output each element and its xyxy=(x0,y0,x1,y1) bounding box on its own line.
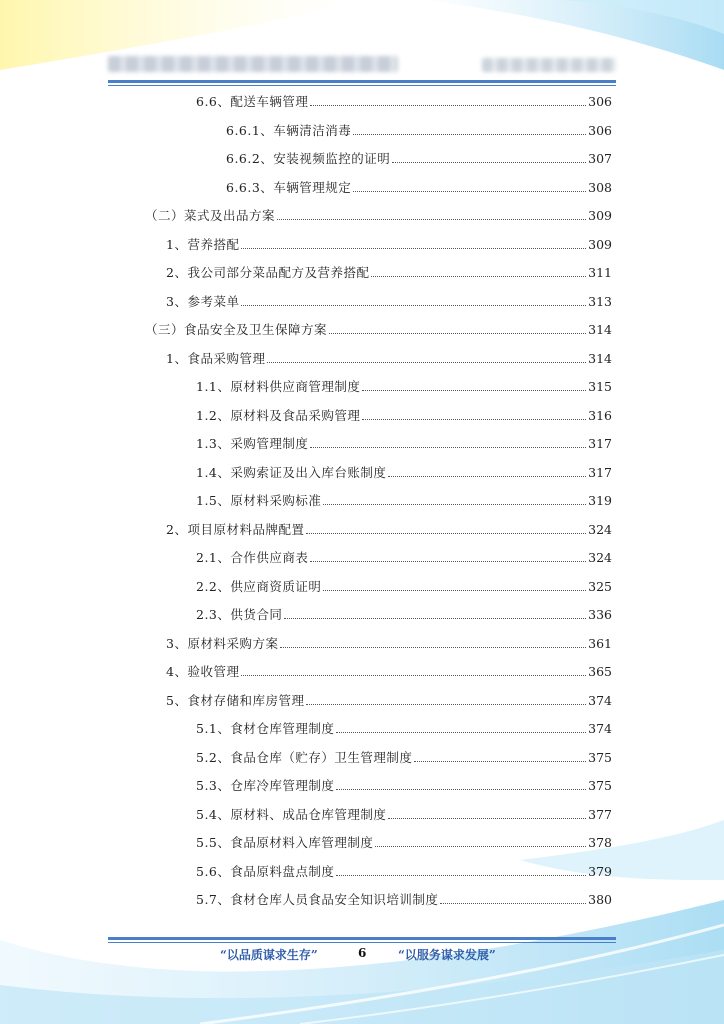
footer-rule-thick xyxy=(108,937,616,940)
toc-entry-title: 5.3、仓库冷库管理制度 xyxy=(196,778,335,793)
toc-dot-leader xyxy=(392,162,586,163)
toc-entry-title: 5.7、食材仓库人员食品安全知识培训制度 xyxy=(196,892,439,907)
toc-entry-page: 311 xyxy=(588,265,612,280)
toc-entry-title: 2、我公司部分菜品配方及营养搭配 xyxy=(166,265,370,280)
toc-entry-page: 317 xyxy=(588,464,612,480)
toc-dot-leader xyxy=(388,476,586,477)
toc-entry-page: 336 xyxy=(588,607,612,622)
toc-dot-leader xyxy=(388,818,586,819)
toc-entry-title: 1、食品采购管理 xyxy=(166,350,266,366)
toc-entry xyxy=(196,860,612,880)
toc-dot-leader xyxy=(375,846,586,847)
toc-entry xyxy=(196,575,612,595)
toc-entry xyxy=(196,375,612,395)
toc-entry xyxy=(166,233,612,253)
footer-right-slogan: “以服务谋求发展” xyxy=(398,948,496,962)
toc-entry-title: 1、营养搭配 xyxy=(166,236,240,252)
toc-entry-title: 2.1、合作供应商表 xyxy=(196,550,309,565)
page-footer xyxy=(108,946,616,966)
toc-entry-title: 1.5、原材料采购标准 xyxy=(196,493,322,508)
toc-dot-leader xyxy=(241,675,586,676)
toc-entry xyxy=(196,746,612,766)
toc-entry-title: 2、项目原材料品牌配置 xyxy=(166,521,305,537)
toc-dot-leader xyxy=(310,105,586,106)
toc-entry-title: 5、食材存储和库房管理 xyxy=(166,692,305,708)
toc-dot-leader xyxy=(362,419,586,420)
page-number: 6 xyxy=(358,946,367,960)
toc-entry-title: 2.3、供货合同 xyxy=(196,607,283,622)
toc-dot-leader xyxy=(336,732,586,733)
toc-dot-leader xyxy=(353,134,586,135)
toc-entry-title: 1.2、原材料及食品采购管理 xyxy=(196,407,361,423)
toc-dot-leader xyxy=(310,561,586,562)
toc-entry-page: 314 xyxy=(588,322,612,337)
toc-entry-page: 319 xyxy=(588,493,612,508)
toc-entry xyxy=(166,518,612,538)
toc-entry-title: 5.2、食品仓库（贮存）卫生管理制度 xyxy=(196,749,413,765)
toc-entry xyxy=(196,603,612,623)
toc-entry-page: 316 xyxy=(588,407,612,423)
toc-entry-page: 315 xyxy=(588,379,612,394)
toc-entry-page: 324 xyxy=(588,521,612,537)
toc-entry xyxy=(226,119,612,139)
toc-dot-leader xyxy=(323,590,586,591)
toc-entry-page: 306 xyxy=(588,122,612,138)
toc-entry-page: 365 xyxy=(588,664,612,679)
toc-dot-leader xyxy=(329,333,586,334)
header-rule-thick xyxy=(108,80,616,83)
toc-entry xyxy=(196,803,612,823)
toc-entry-title: 1.3、采购管理制度 xyxy=(196,436,309,451)
toc-entry-page: 307 xyxy=(588,151,612,166)
toc-entry xyxy=(196,489,612,509)
toc-entry-title: 2.2、供应商资质证明 xyxy=(196,578,322,594)
toc-entry-title: 6.6.1、车辆清洁消毒 xyxy=(226,122,352,138)
toc-entry-page: 325 xyxy=(588,578,612,594)
toc-entry-title: 5.6、食品原料盘点制度 xyxy=(196,863,335,879)
toc-entry xyxy=(166,290,612,310)
toc-entry-title: 5.4、原材料、成品仓库管理制度 xyxy=(196,806,387,822)
toc-entry xyxy=(145,204,612,224)
toc-entry-title: （三）食品安全及卫生保障方案 xyxy=(145,322,328,337)
header-rule-thin xyxy=(108,85,616,86)
toc-entry-page: 306 xyxy=(588,94,612,109)
toc-entry-page: 374 xyxy=(588,721,612,736)
header-company-name-blurred xyxy=(108,56,398,72)
toc-entry xyxy=(196,888,612,908)
toc-entry xyxy=(166,660,612,680)
toc-dot-leader xyxy=(241,305,586,306)
toc-entry xyxy=(226,176,612,196)
toc-dot-leader xyxy=(241,248,586,249)
toc-entry xyxy=(166,261,612,281)
toc-entry-page: 377 xyxy=(588,806,612,822)
toc-dot-leader xyxy=(323,504,586,505)
toc-entry xyxy=(196,432,612,452)
toc-entry-page: 308 xyxy=(588,179,612,195)
toc-entry-page: 309 xyxy=(588,208,612,223)
toc-entry-page: 317 xyxy=(588,436,612,451)
header-contact-blurred xyxy=(482,58,616,72)
toc-dot-leader xyxy=(267,362,586,363)
toc-dot-leader xyxy=(414,761,586,762)
toc-entry xyxy=(196,404,612,424)
toc-entry xyxy=(196,774,612,794)
toc-entry xyxy=(196,461,612,481)
toc-entry-page: 361 xyxy=(588,635,612,651)
toc-entry-page: 375 xyxy=(588,778,612,793)
toc-entry xyxy=(196,831,612,851)
toc-entry-title: 1.1、原材料供应商管理制度 xyxy=(196,379,361,394)
toc-dot-leader xyxy=(280,647,586,648)
toc-entry-page: 314 xyxy=(588,350,612,366)
toc-entry xyxy=(226,147,612,167)
toc-entry-page: 313 xyxy=(588,293,612,309)
toc-dot-leader xyxy=(371,276,586,277)
toc-entry-page: 374 xyxy=(588,692,612,708)
footer-rule-thin xyxy=(108,942,616,943)
toc-entry-page: 309 xyxy=(588,236,612,252)
toc-entry-page: 375 xyxy=(588,749,612,765)
toc-entry-page: 324 xyxy=(588,550,612,565)
toc-entry-title: 5.1、食材仓库管理制度 xyxy=(196,721,335,736)
footer-left-slogan: “以品质谋求生存” xyxy=(220,948,318,962)
toc-entry-title: 6.6.2、安装视频监控的证明 xyxy=(226,151,391,166)
toc-entry-title: （二）菜式及出品方案 xyxy=(145,208,276,223)
toc-entry-title: 6.6、配送车辆管理 xyxy=(196,94,309,109)
toc-entry-page: 379 xyxy=(588,863,612,879)
toc-entry xyxy=(196,717,612,737)
toc-entry-title: 4、验收管理 xyxy=(166,664,240,679)
page-header xyxy=(108,52,616,80)
toc-entry-title: 3、参考菜单 xyxy=(166,293,240,309)
toc-entry-title: 5.5、食品原材料入库管理制度 xyxy=(196,835,374,850)
toc-dot-leader xyxy=(277,219,586,220)
toc-entry xyxy=(196,546,612,566)
toc-dot-leader xyxy=(440,903,586,904)
toc-entry-title: 3、原材料采购方案 xyxy=(166,635,279,651)
toc-dot-leader xyxy=(336,789,586,790)
toc-dot-leader xyxy=(306,704,586,705)
toc-entry xyxy=(145,318,612,338)
toc-entry-title: 1.4、采购索证及出入库台账制度 xyxy=(196,464,387,480)
toc-entry xyxy=(166,689,612,709)
toc-dot-leader xyxy=(353,191,586,192)
toc-dot-leader xyxy=(336,875,586,876)
toc-entry-title: 6.6.3、车辆管理规定 xyxy=(226,179,352,195)
toc-dot-leader xyxy=(284,618,586,619)
toc-entry xyxy=(166,632,612,652)
toc-dot-leader xyxy=(362,390,586,391)
toc-entry xyxy=(196,90,612,110)
toc-entry-page: 378 xyxy=(588,835,612,850)
toc-entry xyxy=(166,347,612,367)
toc-dot-leader xyxy=(306,533,586,534)
toc-dot-leader xyxy=(310,447,586,448)
toc-entry-page: 380 xyxy=(588,892,612,907)
